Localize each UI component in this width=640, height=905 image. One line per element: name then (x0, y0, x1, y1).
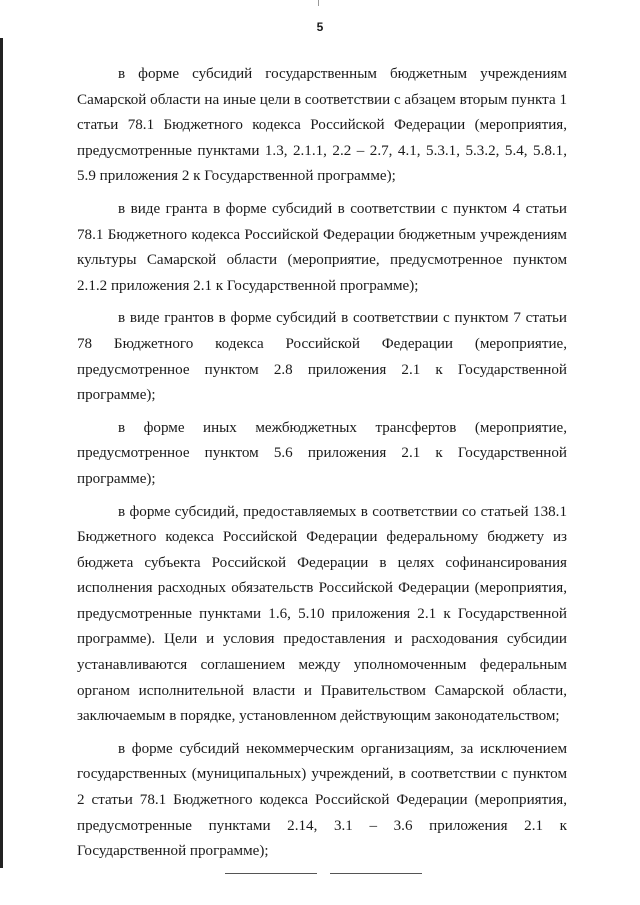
page-number: 5 (316, 20, 324, 34)
paragraph-federal-budget-subsidies: в форме субсидий, предоставляемых в соответствии со статьей 138.1 Бюджетного кодекса Российской Федерации федеральному бюджету из бюджета субъекта Российской Федерации в целях софинансирования исполнения расходных обязательств Российской Федерации (мероприятия, предусмотренные пунктами 1.6, 5.10 приложения 2.1 к Государственной программе). Цели и условия предоставления и расходования субсидии устанавливаются соглашением между уполномоченным федеральным органом исполнительной власти и Правительством Самарской области, заключаемым в порядке, установленном действующим законодательством; (77, 503, 567, 725)
scan-left-edge (0, 38, 3, 868)
scan-bottom-line-left (225, 873, 317, 874)
paragraph-interbudget-transfers: в форме иных межбюджетных трансфертов (мероприятие, предусмотренное пунктом 5.6 приложения 2.1 к Государственной программе); (77, 419, 567, 487)
document-body (77, 62, 567, 872)
paragraph-grant-culture-institutions: в виде гранта в форме субсидий в соответствии с пунктом 4 статьи 78.1 Бюджетного кодекса Российской Федерации бюджетным учреждениям культуры Самарской области (мероприятие, предусмотренное пунктом 2.1.2 приложения 2.1 к Государственной программе); (77, 200, 567, 294)
paragraph-subsidies-budget-institutions: в форме субсидий государственным бюджетным учреждениям Самарской области на иные цели в соответствии с абзацем вторым пункта 1 статьи 78.1 Бюджетного кодекса Российской Федерации (мероприятия, предусмотренные пунктами 1.3, 2.1.1, 2.2 – 2.7, 4.1, 5.3.1, 5.3.2, 5.4, 5.8.1, 5.9 приложения 2 к Государственной программе); (77, 66, 567, 185)
paragraph-nonprofit-subsidies: в форме субсидий некоммерческим организациям, за исключением государственных (муниципальных) учреждений, в соответствии с пунктом 2 статьи 78.1 Бюджетного кодекса Российской Федерации (мероприятия, предусмотренные пунктами 2.14, 3.1 – 3.6 приложения 2.1 к Государственной программе); (77, 740, 567, 860)
scan-bottom-line-right (330, 873, 422, 874)
scan-top-mark (318, 0, 319, 6)
paragraph-grants-article-78: в виде грантов в форме субсидий в соответствии с пунктом 7 статьи 78 Бюджетного кодекса Российской Федерации (мероприятие, предусмотренное пунктом 2.8 приложения 2.1 к Государственной программе); (77, 310, 567, 404)
